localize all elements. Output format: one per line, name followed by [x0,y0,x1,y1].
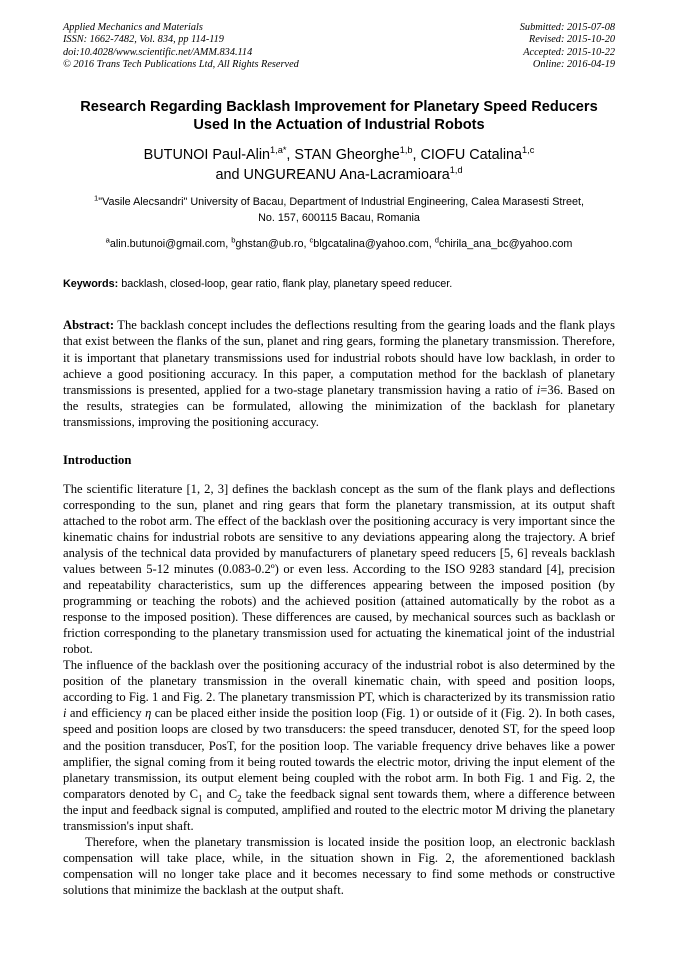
affiliation-text: "Vasile Alecsandri" University of Bacau, Department of Industrial Engineering, Calea Marasesti Street, No. 157, 600115 Bacau, Romania [98,196,584,224]
affiliation [91,195,587,226]
journal-doi: doi:10.4028/www.scientific.net/AMM.834.114 [63,46,253,58]
author-1-name: BUTUNOI Paul-Alin [143,147,271,164]
abstract-label: Abstract: [63,318,115,333]
email-d[interactable]: chirila_ana_bc@yahoo.com [438,238,573,251]
abstract-ratio-symbol: i [536,382,541,397]
date-accepted: Accepted: 2015-10-22 [523,46,615,58]
email-c[interactable]: blgcatalina@yahoo.com, [313,238,435,251]
author-3-affiliation-marker: 1,c [522,145,535,156]
introduction-paragraph-3: Therefore, when the planetary transmission is located inside the position loop, an electronic backlash compensation will take place, while, in the situation shown in Fig. 2, the aforementioned backlash compensation will no longer take place and it becomes necessary to find some methods or constructive solutions that minimize the backlash at the output shaft. [63,834,615,897]
email-b-marker: b [231,235,236,245]
journal-copyright: © 2016 Trans Tech Publications Ltd, All Rights Reserved [63,59,299,71]
abstract-text-part2: =36. Based on the results, strategies can be formulated, allowing the minimization of the backlash for planetary transmissions, improving the positioning accuracy. [63,382,615,429]
intro-p2-part3: can be placed either inside the position loop (Fig. 1) or outside of it (Fig. 2). In both cases, speed and position loops are closed by two transducers: the speed transducer, denoted ST, for the speed loop and the position transducer, PosT, for the position loop. The variable frequency drive behaves like a power amplifier, the signal coming from it being routed towards the electric motor, driving the input element of the planetary transmission, its output element being coupled with the robot arm. In both Fig. 1 and Fig. 2, the comparators denoted by C [63,706,615,801]
corresponding-author-marker: * [282,145,287,156]
paper-title: Research Regarding Backlash Improvement for Planetary Speed Reducers Used In the Actuation of Industrial Robots [80,98,598,134]
intro-p2-part4: and C [202,786,238,801]
email-c-marker: c [309,235,314,245]
date-revised: Revised: 2015-10-20 [528,34,615,46]
email-a[interactable]: alin.butunoi@gmail.com, [109,238,232,251]
abstract-text-part1: The backlash concept includes the deflections resulting from the gearing loads and the flank plays that exist between the flanks of the sun, planet and ring gears, forming the planetary transmission. Therefore, it is important that planetary transmissions used for industrial robots should have low backlash, in order to achieve a good positioning accuracy. In this paper, a computation method for the backlash of planetary transmissions is presented, applied for a two-stage planetary transmission having a ratio of [63,318,615,397]
author-list [63,146,615,185]
transmission-ratio-symbol: i [63,706,67,721]
author-emails [63,237,615,251]
keywords-label: Keywords: [63,278,119,291]
introduction-paragraph-2 [63,657,615,834]
abstract [63,317,615,429]
intro-p2-part5: take the feedback signal sent towards them, where a difference between the input and feedback signal is computed, amplified and routed to the electric motor M driving the planetary transmission's input shaft. [63,786,615,833]
affiliation-marker: 1 [94,193,99,203]
comparator-1-subscript: 1 [198,793,203,804]
email-a-marker: a [105,235,110,245]
intro-p2-part2: and efficiency [66,706,146,721]
introduction-paragraph-1: The scientific literature [1, 2, 3] defines the backlash concept as the sum of the flank plays and deflections corresponding to the sun, planet and ring gears that form the planetary transmission, at its output shaft attached to the robot arm. The effect of the backlash over the positioning accuracy is very important since the kinematic chains for industrial robots are sensitive to any deviations appearing along the trajectory. A brief analysis of the technical data provided by manufacturers of planetary speed reducers [5, 6] reveals backlash values between 5-12 minutes (0.083-0.2º) or even less. According to the ISO 9283 standard [4], precision and repeatability characteristics, sum up the differences appearing between the imposed position (by programming or teaching the robots) and the achieved position (attained automatically by the robot as a response to the imposed position). These differences are caused, by mechanical sources such as backlash or friction corresponding to the planetary transmission used for actuating the kinematical joint of the industrial robot. [63,481,615,657]
comparator-2-subscript: 2 [237,793,242,804]
author-4-name: and UNGUREANU Ana-Lacramioara [215,166,450,183]
author-4-affiliation-marker: 1,d [449,165,463,176]
journal-header [63,22,615,72]
efficiency-symbol: η [145,706,152,721]
author-2-name: , STAN Gheorghe [286,147,400,164]
journal-header-left [63,22,299,72]
keywords [63,277,615,291]
introduction-heading: Introduction [63,452,132,467]
email-b[interactable]: ghstan@ub.ro, [235,238,310,251]
date-submitted: Submitted: 2015-07-08 [519,22,615,33]
author-1-affiliation-marker: 1,a [270,145,283,156]
keywords-text: backlash, closed-loop, gear ratio, flank play, planetary speed reducer. [118,278,453,291]
date-online: Online: 2016-04-19 [532,59,615,71]
journal-header-right [520,22,615,72]
author-3-name: , CIOFU Catalina [412,147,523,164]
journal-issn-volume: ISSN: 1662-7482, Vol. 834, pp 114-119 [63,34,224,46]
journal-name: Applied Mechanics and Materials [63,22,203,33]
intro-p2-part1: The influence of the backlash over the positioning accuracy of the industrial robot is also determined by the position of the planetary transmission in the overall kinematic chain, with speed and position loops, according to Fig. 1 and Fig. 2. The planetary transmission PT, which is characterized by its transmission ratio [63,658,615,705]
email-d-marker: d [434,235,439,245]
author-2-affiliation-marker: 1,b [399,145,413,156]
